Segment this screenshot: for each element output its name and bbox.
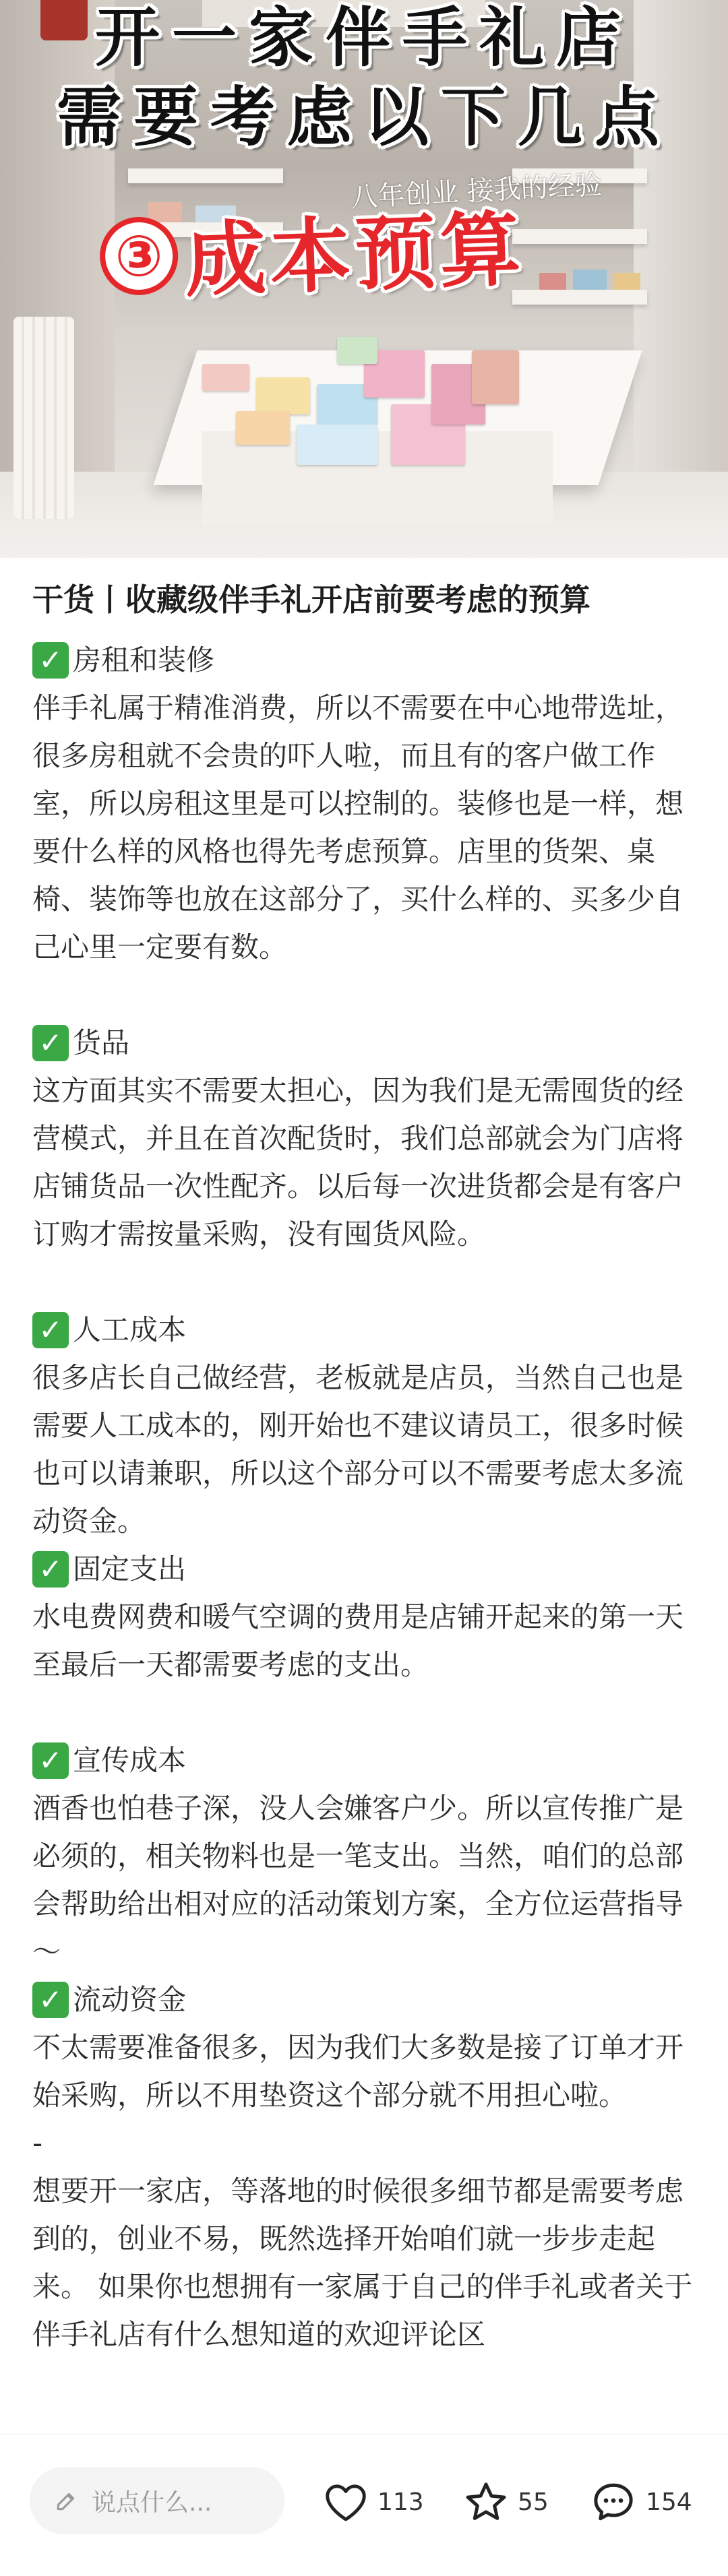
section-paragraph: 伴手礼属于精准消费，所以不需要在中心地带选址，很多房租就不会贵的吓人啦，而且有的客户做工作室，所以房租这里是可以控制的。装修也是一样，想要什么样的风格也得先考虑预算。店里的货架、桌椅、装饰等也放在这部分了，买什么样的、买多少自己心里一定要有数。 — [32, 691, 684, 964]
comment-bubble-icon — [590, 2480, 636, 2524]
separator: - — [32, 2127, 43, 2160]
like-button[interactable] — [324, 2476, 424, 2527]
section-heading-text: 流动资金 — [73, 1983, 187, 2016]
section-paragraph: 不太需要准备很多，因为我们大多数是接了订单才开始采购，所以不用垫资这个部分就不用担心啦。 — [32, 2031, 684, 2112]
hero-image — [0, 0, 728, 558]
section-paragraph: 酒香也怕巷子深，没人会嫌客户少。所以宣传推广是必须的，相关物料也是一笔支出。当然，咱们的总部会帮助给出相对应的活动策划方案，全方位运营指导～ — [32, 1792, 684, 1968]
section-heading — [32, 1736, 700, 1784]
article-body — [32, 578, 700, 2358]
section-paragraph: 水电费网费和暖气空调的费用是店铺开起来的第一天至最后一天都需要考虑的支出。 — [32, 1600, 684, 1681]
check-mark-icon: ✓ — [32, 642, 69, 679]
section-heading — [32, 1306, 700, 1354]
heart-icon — [324, 2482, 368, 2522]
hero-badge-number: ③ — [98, 216, 179, 296]
hero-product-box — [472, 350, 519, 404]
favorite-count: 55 — [518, 2488, 549, 2516]
pencil-icon — [54, 2488, 80, 2513]
like-count: 113 — [377, 2488, 424, 2516]
section-heading-text: 人工成本 — [73, 1313, 187, 1346]
hero-shelf-item — [573, 270, 607, 290]
hero-shelf-item — [539, 273, 566, 290]
check-mark-icon: ✓ — [32, 1551, 69, 1588]
hero-shelf — [512, 290, 647, 305]
hero-product-box — [256, 377, 310, 414]
bottom-action-bar — [0, 2434, 728, 2576]
check-mark-icon: ✓ — [32, 1025, 69, 1061]
hero-shelf — [128, 168, 283, 183]
check-mark-icon: ✓ — [32, 1742, 69, 1779]
hero-white-column — [13, 317, 74, 519]
hero-badge — [98, 192, 526, 308]
closing-paragraph: 想要开一家店，等落地的时候很多细节都是需要考虑到的，创业不易，既然选择开始咱们就一步步走起来。 如果你也想拥有一家属于自己的伴手礼或者关于伴手礼店有什么想知道的欢迎评论区 — [32, 2174, 693, 2351]
star-icon — [464, 2480, 508, 2523]
article-title: 干货丨收藏级伴手礼开店前要考虑的预算 — [32, 582, 590, 618]
hero-subtitle: 八年创业 接我的经验 — [350, 169, 603, 214]
section-heading — [32, 1019, 700, 1067]
hero-shelf-item — [613, 273, 640, 290]
section-heading-text: 货品 — [73, 1026, 130, 1059]
comment-button[interactable] — [590, 2476, 692, 2527]
section-heading — [32, 636, 700, 684]
section-heading-text: 固定支出 — [73, 1552, 187, 1585]
section-heading-text: 房租和装修 — [73, 643, 215, 677]
hero-display-table-front — [202, 431, 553, 526]
comment-placeholder: 说点什么... — [92, 2488, 212, 2517]
hero-product-box — [337, 337, 377, 364]
check-mark-icon: ✓ — [32, 1982, 69, 2018]
hero-shelf — [512, 229, 647, 244]
section-heading-text: 宣传成本 — [73, 1744, 187, 1777]
hero-badge-text: 成本预算 — [183, 201, 526, 309]
check-mark-icon: ✓ — [32, 1312, 69, 1348]
section-heading — [32, 1545, 700, 1593]
hero-product-box — [202, 364, 249, 391]
comment-input[interactable] — [30, 2467, 284, 2534]
section-heading — [32, 1976, 700, 2023]
hero-title-line2: 需要考虑以下几点 — [57, 79, 671, 155]
favorite-button[interactable] — [464, 2476, 549, 2527]
hero-title-line1: 开一家伴手礼店 — [95, 0, 633, 75]
comment-count: 154 — [646, 2488, 692, 2516]
section-paragraph: 这方面其实不需要太担心，因为我们是无需囤货的经营模式，并且在首次配货时，我们总部就会为门店将店铺货品一次性配齐。以后每一次进货都会是有客户订购才需按量采购，没有囤货风险。 — [32, 1074, 684, 1251]
section-paragraph: 很多店长自己做经营，老板就是店员，当然自己也是需要人工成本的，刚开始也不建议请员工，很多时候也可以请兼职，所以这个部分可以不需要考虑太多流动资金。 — [32, 1361, 684, 1538]
hero-product-box — [236, 411, 290, 445]
hero-product-box — [297, 425, 377, 465]
